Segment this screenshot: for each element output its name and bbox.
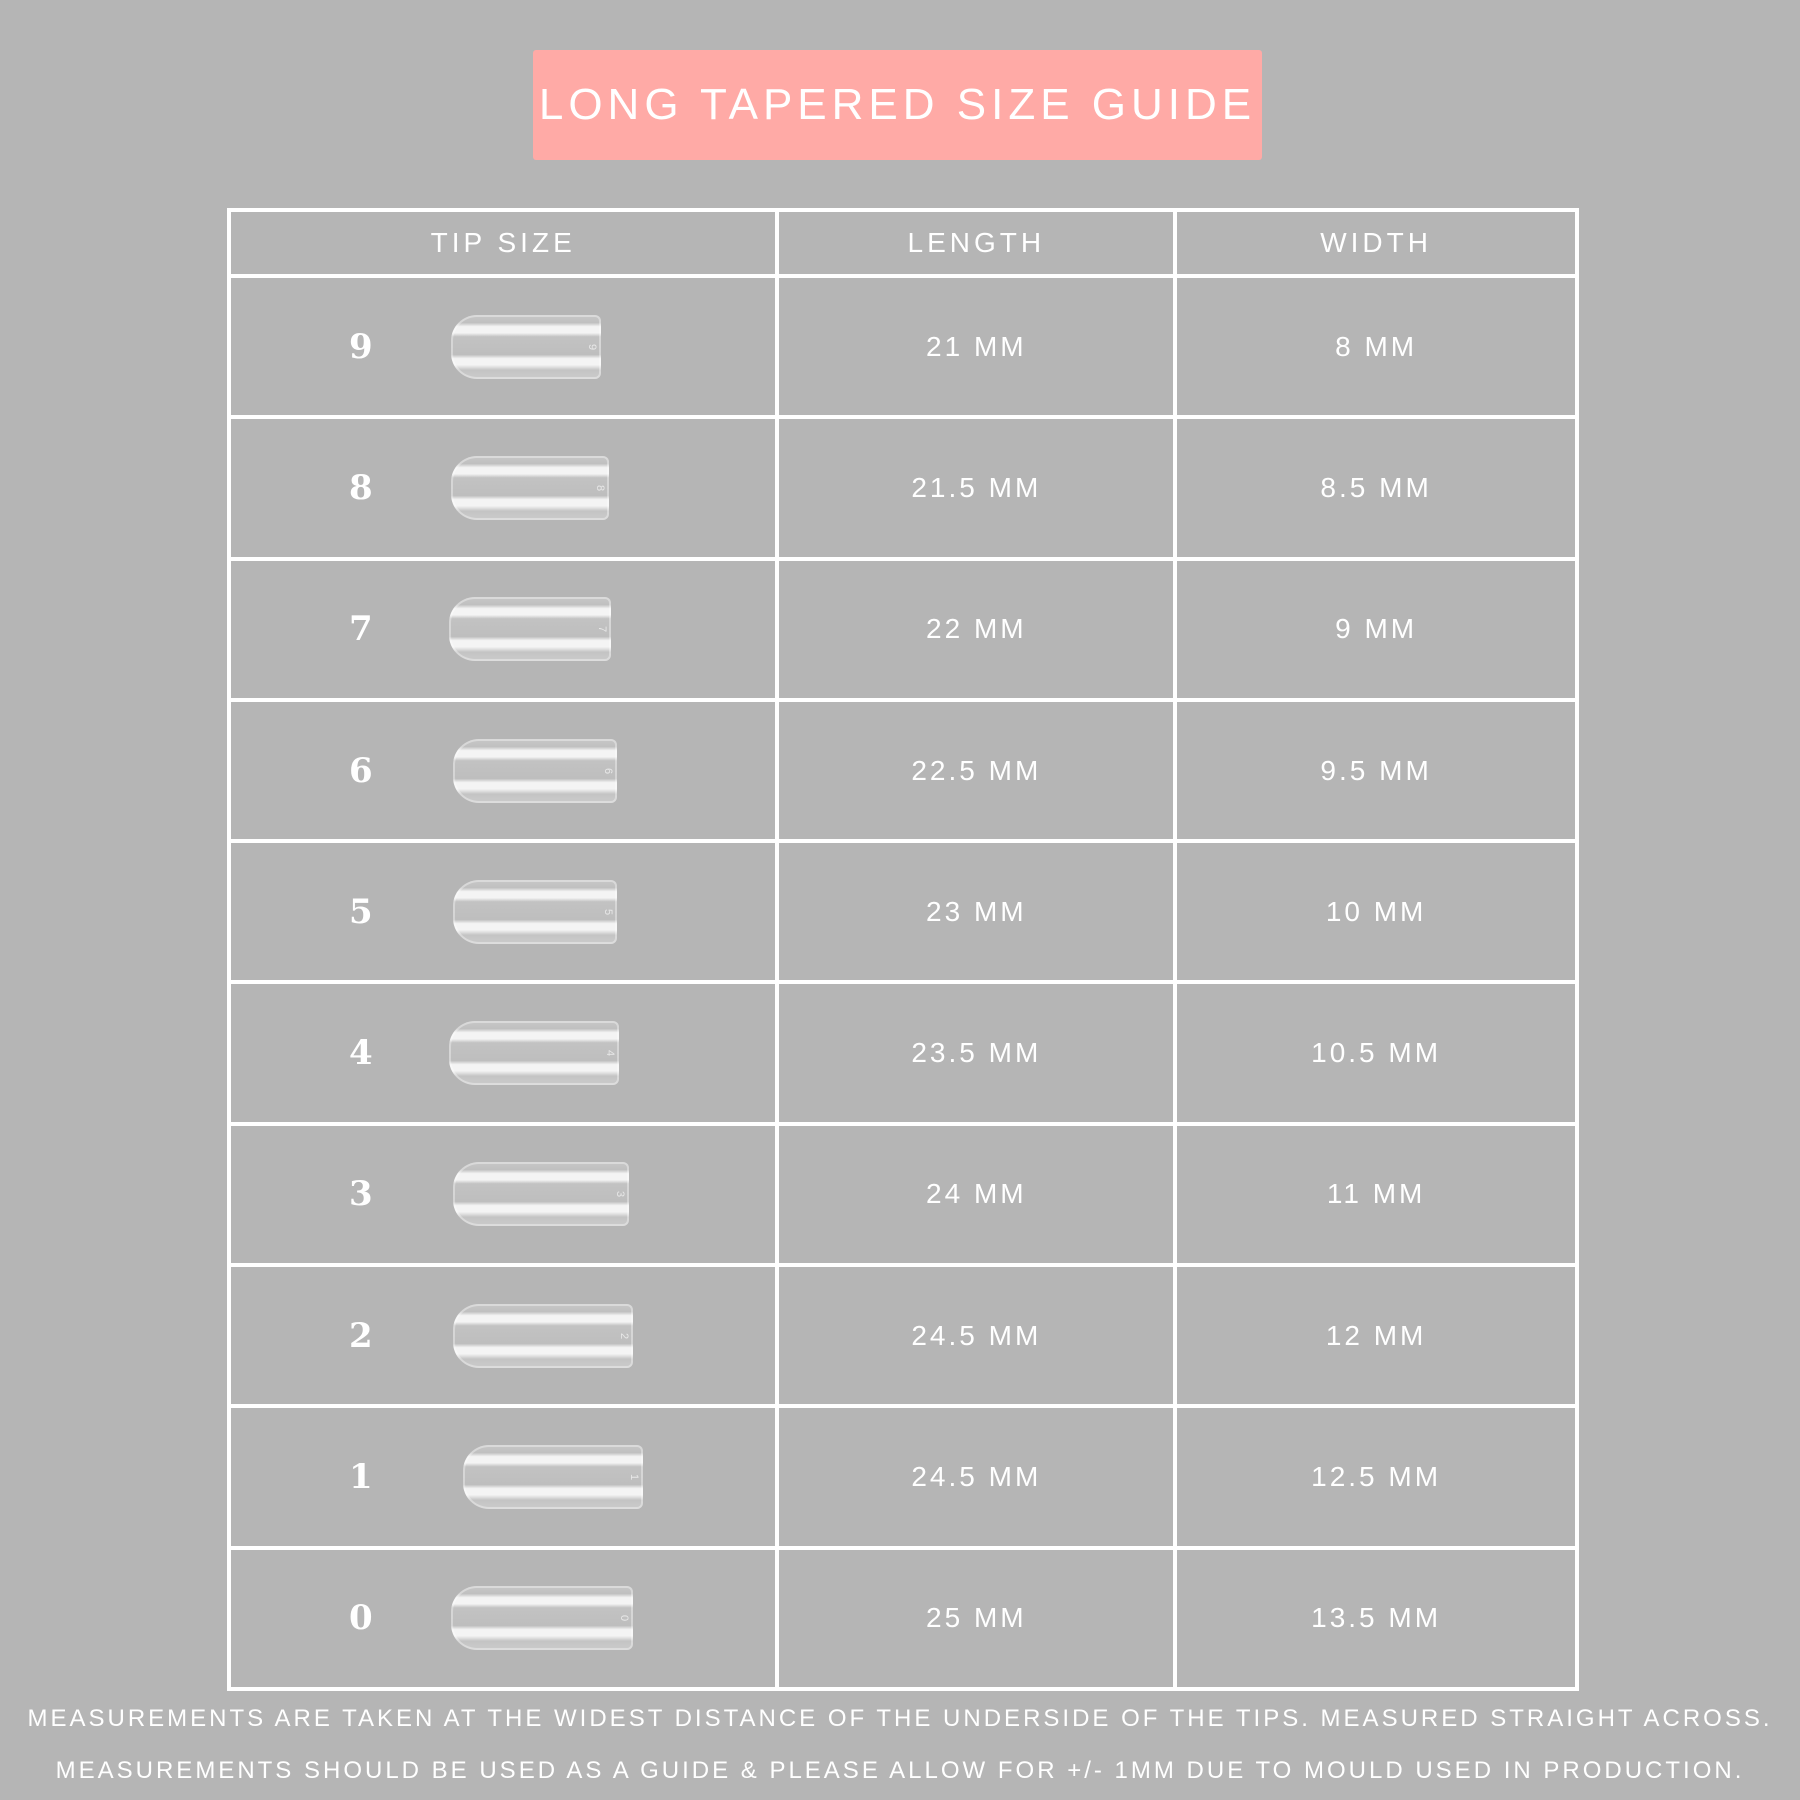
width-cell: 8.5 MM xyxy=(1175,417,1577,558)
tip-size-cell xyxy=(229,276,777,417)
nail-tip-icon xyxy=(451,1586,633,1650)
tip-size-number: 5 xyxy=(349,891,376,932)
width-cell: 11 MM xyxy=(1175,1124,1577,1265)
length-cell: 24.5 MM xyxy=(777,1406,1175,1547)
nail-tip-number: 7 xyxy=(595,626,608,633)
table-row xyxy=(229,1124,1577,1265)
nail-tip-icon xyxy=(451,456,609,520)
title-banner xyxy=(533,50,1262,160)
tip-size-cell xyxy=(229,1124,777,1265)
length-cell: 24 MM xyxy=(777,1124,1175,1265)
tip-size-cell xyxy=(229,1406,777,1547)
nail-tip-icon xyxy=(463,1445,643,1509)
nail-tip-icon xyxy=(449,1021,619,1085)
width-cell: 13.5 MM xyxy=(1175,1548,1577,1689)
length-cell: 22.5 MM xyxy=(777,700,1175,841)
nail-tip-number: 9 xyxy=(585,343,598,350)
nail-tip-number: 1 xyxy=(627,1473,640,1481)
tip-size-number: 1 xyxy=(349,1457,376,1498)
tip-size-number: 0 xyxy=(349,1598,376,1639)
tip-size-cell xyxy=(229,1265,777,1406)
header-tip-size: TIP SIZE xyxy=(229,210,777,276)
table-row xyxy=(229,700,1577,841)
length-cell: 23.5 MM xyxy=(777,982,1175,1123)
footer-note-tolerance: MEASUREMENTS SHOULD BE USED AS A GUIDE & PLEASE ALLOW FOR +/- 1MM DUE TO MOULD USED IN PRODUCTION. xyxy=(55,1757,1745,1784)
size-guide-table xyxy=(227,208,1579,1691)
tip-size-number: 9 xyxy=(349,326,376,367)
table-row xyxy=(229,841,1577,982)
table-row xyxy=(229,276,1577,417)
table-row xyxy=(229,1265,1577,1406)
tip-size-cell xyxy=(229,982,777,1123)
width-cell: 12 MM xyxy=(1175,1265,1577,1406)
width-cell: 12.5 MM xyxy=(1175,1406,1577,1547)
nail-tip-number: 5 xyxy=(601,908,614,915)
tip-size-number: 2 xyxy=(349,1315,376,1356)
tip-size-number: 7 xyxy=(349,609,376,650)
nail-tip-icon xyxy=(453,1162,629,1226)
nail-tip-icon xyxy=(453,1304,633,1368)
table-row xyxy=(229,1406,1577,1547)
width-cell: 9 MM xyxy=(1175,559,1577,700)
tip-size-number: 4 xyxy=(349,1033,376,1074)
nail-tip-number: 3 xyxy=(613,1191,626,1198)
nail-tip-number: 8 xyxy=(593,484,606,491)
table-row xyxy=(229,982,1577,1123)
width-cell: 9.5 MM xyxy=(1175,700,1577,841)
tip-size-cell xyxy=(229,559,777,700)
tip-size-cell xyxy=(229,700,777,841)
table-row xyxy=(229,559,1577,700)
tip-size-cell xyxy=(229,841,777,982)
tip-size-number: 8 xyxy=(349,467,376,508)
tip-size-number: 6 xyxy=(349,750,376,791)
length-cell: 25 MM xyxy=(777,1548,1175,1689)
footer-note-measurement: MEASUREMENTS ARE TAKEN AT THE WIDEST DISTANCE OF THE UNDERSIDE OF THE TIPS. MEASURED STRAIGHT ACROSS. xyxy=(27,1705,1773,1732)
width-cell: 10.5 MM xyxy=(1175,982,1577,1123)
nail-tip-icon xyxy=(453,880,617,944)
tip-size-cell xyxy=(229,1548,777,1689)
length-cell: 24.5 MM xyxy=(777,1265,1175,1406)
nail-tip-number: 4 xyxy=(603,1050,616,1057)
nail-tip-number: 6 xyxy=(601,767,614,774)
table-row xyxy=(229,417,1577,558)
header-width: WIDTH xyxy=(1175,210,1577,276)
page-title: LONG TAPERED SIZE GUIDE xyxy=(538,80,1257,129)
nail-tip-number: 2 xyxy=(617,1332,630,1339)
length-cell: 22 MM xyxy=(777,559,1175,700)
tip-size-number: 3 xyxy=(349,1174,376,1215)
length-cell: 21 MM xyxy=(777,276,1175,417)
nail-tip-number: 0 xyxy=(617,1615,630,1622)
table-header-row xyxy=(229,210,1577,276)
nail-tip-icon xyxy=(449,597,611,661)
header-length: LENGTH xyxy=(777,210,1175,276)
table-row xyxy=(229,1548,1577,1689)
length-cell: 21.5 MM xyxy=(777,417,1175,558)
tip-size-cell xyxy=(229,417,777,558)
width-cell: 8 MM xyxy=(1175,276,1577,417)
nail-tip-icon xyxy=(451,315,601,379)
width-cell: 10 MM xyxy=(1175,841,1577,982)
length-cell: 23 MM xyxy=(777,841,1175,982)
nail-tip-icon xyxy=(453,739,617,803)
